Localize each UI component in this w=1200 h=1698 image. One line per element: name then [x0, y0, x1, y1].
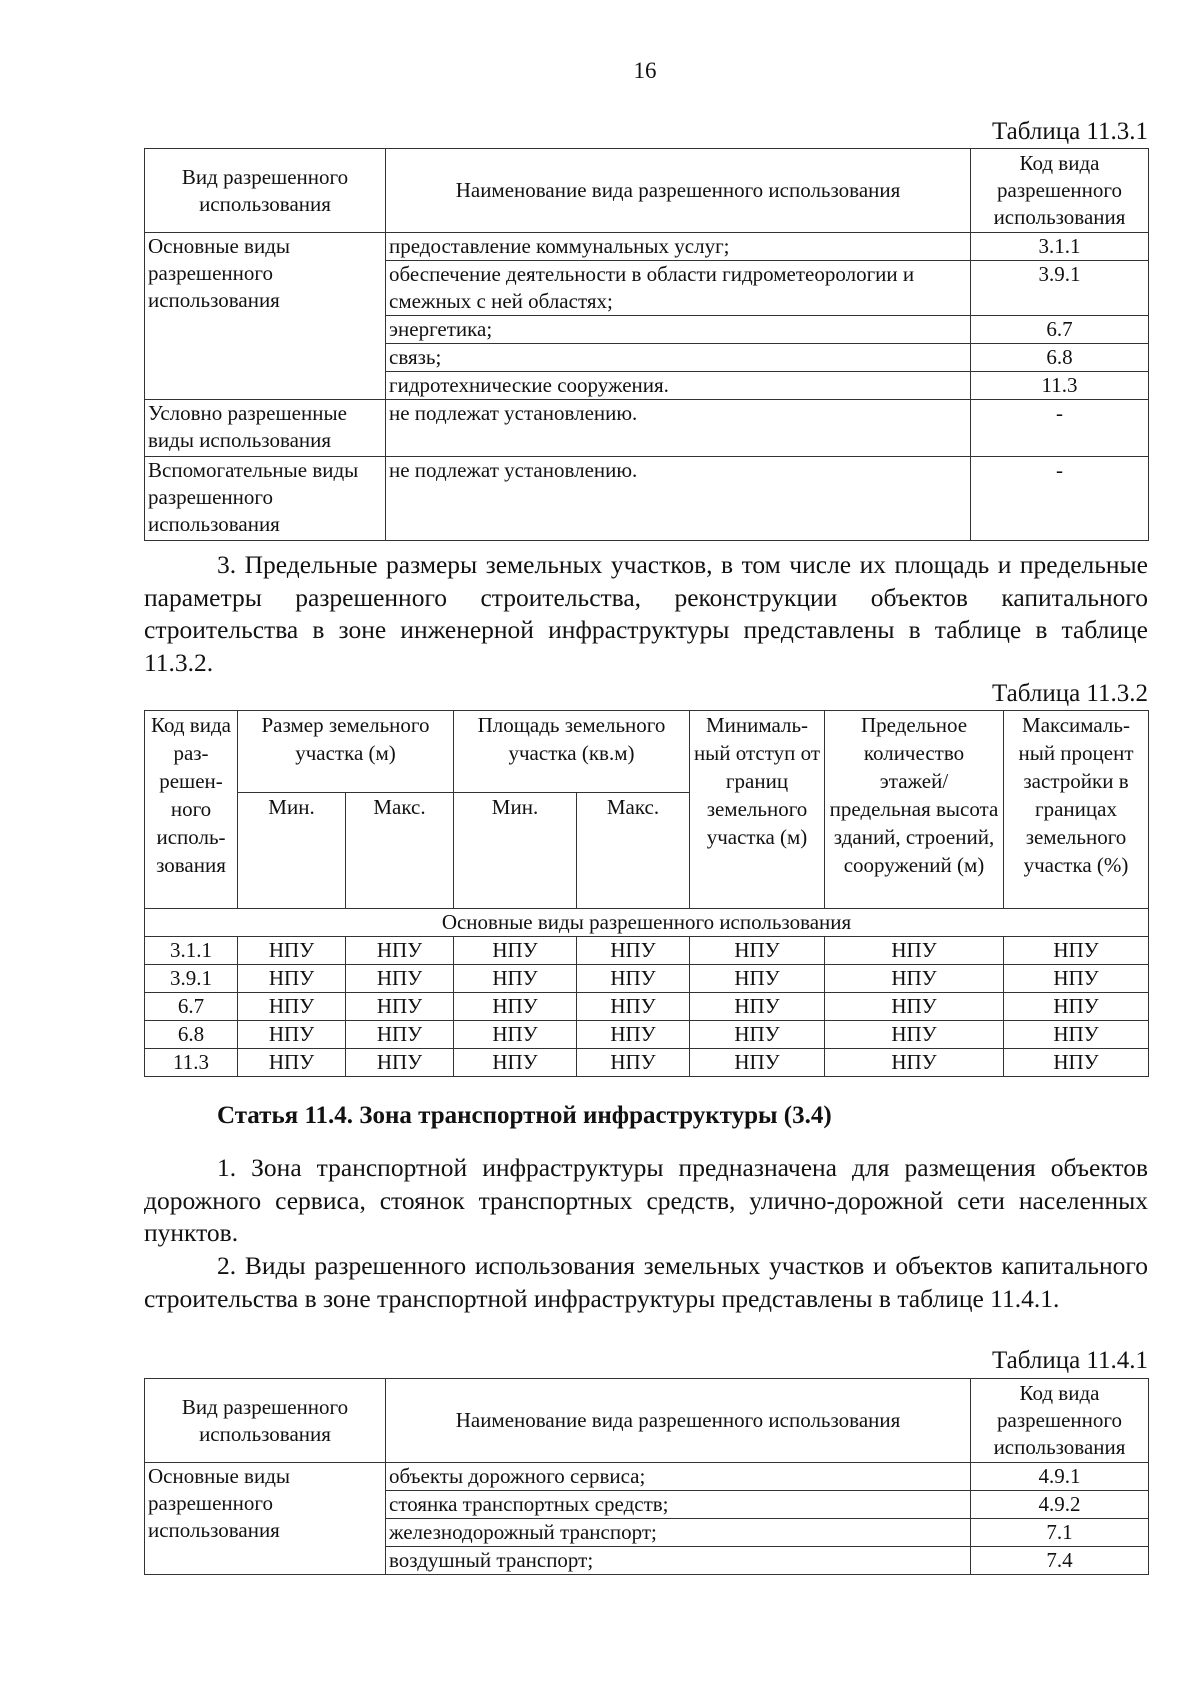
value-cell: НПУ: [825, 1049, 1004, 1077]
name-cell: энергетика;: [386, 316, 971, 344]
value-cell: НПУ: [346, 1021, 454, 1049]
value-cell: НПУ: [690, 937, 825, 965]
value-cell: НПУ: [1004, 1049, 1149, 1077]
code-cell: 3.9.1: [145, 965, 238, 993]
kind-cell: Вспомогательные виды разрешенного использования: [145, 457, 386, 541]
name-cell: железнодорожный транспорт;: [386, 1519, 971, 1547]
table-caption: Таблица 11.3.2: [992, 680, 1148, 707]
value-cell: НПУ: [577, 937, 690, 965]
code-cell: 3.9.1: [971, 261, 1149, 316]
value-cell: НПУ: [238, 965, 346, 993]
header-floors: Предельное количество этажей/ предельная высота зданий, строений, сооружений (м): [825, 711, 1004, 909]
header-max-coverage: Максималь-ный процент застройки в границах земельного участка (%): [1004, 711, 1149, 909]
code-cell: 3.1.1: [971, 233, 1149, 261]
value-cell: НПУ: [825, 993, 1004, 1021]
name-cell: связь;: [386, 344, 971, 372]
table-row: [145, 937, 1149, 965]
table-body: [145, 937, 1149, 1077]
value-cell: НПУ: [690, 1021, 825, 1049]
name-cell: не подлежат установлению.: [386, 457, 971, 541]
header-code: Код вида разрешенного использования: [971, 149, 1149, 233]
header-code: Код вида раз-решен-ного исполь-зования: [145, 711, 238, 909]
header-max: Макс.: [346, 793, 454, 909]
header-plot-area: Площадь земельного участка (кв.м): [454, 711, 690, 793]
value-cell: НПУ: [454, 965, 577, 993]
value-cell: НПУ: [238, 1021, 346, 1049]
page-number: 16: [633, 58, 657, 83]
value-cell: НПУ: [1004, 965, 1149, 993]
paragraph-3: 3. Предельные размеры земельных участков, в том числе их площадь и предельные параметры разрешенного строительства, реконструкции объектов капитального строительства в зоне инженерной инфраструктуры представлены в таблице в таблице 11.3.2.: [144, 550, 1148, 677]
value-cell: НПУ: [346, 993, 454, 1021]
value-cell: НПУ: [238, 993, 346, 1021]
value-cell: НПУ: [825, 1021, 1004, 1049]
value-cell: НПУ: [577, 1049, 690, 1077]
code-cell: 6.7: [145, 993, 238, 1021]
header-name: Наименование вида разрешенного использования: [386, 149, 971, 233]
table-caption: Таблица 11.3.1: [992, 118, 1148, 145]
table-row: [145, 965, 1149, 993]
value-cell: НПУ: [454, 937, 577, 965]
value-cell: НПУ: [690, 993, 825, 1021]
header-name: Наименование вида разрешенного использования: [386, 1379, 971, 1463]
name-cell: предоставление коммунальных услуг;: [386, 233, 971, 261]
table-11-4-1: [144, 1378, 1149, 1575]
header-min: Мин.: [238, 793, 346, 909]
kind-cell: Основные виды разрешенного использования: [145, 233, 386, 400]
table-11-3-2: [144, 710, 1149, 1077]
table-11-3-1: [144, 148, 1149, 541]
code-cell: 6.8: [971, 344, 1149, 372]
name-cell: воздушный транспорт;: [386, 1547, 971, 1575]
value-cell: НПУ: [690, 1049, 825, 1077]
value-cell: НПУ: [1004, 1021, 1149, 1049]
code-cell: -: [971, 400, 1149, 457]
value-cell: НПУ: [825, 937, 1004, 965]
name-cell: гидротехнические сооружения.: [386, 372, 971, 400]
kind-cell: Условно разрешенные виды использования: [145, 400, 386, 457]
value-cell: НПУ: [825, 965, 1004, 993]
value-cell: НПУ: [577, 965, 690, 993]
value-cell: НПУ: [454, 1021, 577, 1049]
code-cell: 4.9.2: [971, 1491, 1149, 1519]
table-row: [145, 1049, 1149, 1077]
name-cell: не подлежат установлению.: [386, 400, 971, 457]
paragraph-2: 2. Виды разрешенного использования земельных участков и объектов капитального строительства в зоне транспортной инфраструктуры представлены в таблице 11.4.1.: [144, 1251, 1148, 1313]
name-cell: объекты дорожного сервиса;: [386, 1463, 971, 1491]
section-label: Основные виды разрешенного использования: [145, 909, 1149, 937]
value-cell: НПУ: [454, 1049, 577, 1077]
article-heading: Статья 11.4. Зона транспортной инфраструктуры (3.4): [217, 1102, 832, 1129]
code-cell: -: [971, 457, 1149, 541]
value-cell: НПУ: [454, 993, 577, 1021]
code-cell: 7.1: [971, 1519, 1149, 1547]
code-cell: 6.8: [145, 1021, 238, 1049]
table-caption: Таблица 11.4.1: [992, 1347, 1148, 1374]
header-max: Макс.: [577, 793, 690, 909]
value-cell: НПУ: [238, 1049, 346, 1077]
value-cell: НПУ: [577, 993, 690, 1021]
code-cell: 7.4: [971, 1547, 1149, 1575]
code-cell: 11.3: [145, 1049, 238, 1077]
value-cell: НПУ: [238, 937, 346, 965]
value-cell: НПУ: [346, 1049, 454, 1077]
header-code: Код вида разрешенного использования: [971, 1379, 1149, 1463]
value-cell: НПУ: [346, 965, 454, 993]
value-cell: НПУ: [346, 937, 454, 965]
value-cell: НПУ: [1004, 937, 1149, 965]
name-cell: обеспечение деятельности в области гидрометеорологии и смежных с ней областях;: [386, 261, 971, 316]
value-cell: НПУ: [1004, 993, 1149, 1021]
code-cell: 6.7: [971, 316, 1149, 344]
paragraph-1: 1. Зона транспортной инфраструктуры предназначена для размещения объектов дорожного сервиса, стоянок транспортных средств, улично-дорожной сети населенных пунктов.: [144, 1153, 1148, 1247]
header-plot-size: Размер земельного участка (м): [238, 711, 454, 793]
header-kind: Вид разрешенного использования: [145, 149, 386, 233]
value-cell: НПУ: [690, 965, 825, 993]
table-row: [145, 1021, 1149, 1049]
name-cell: стоянка транспортных средств;: [386, 1491, 971, 1519]
code-cell: 3.1.1: [145, 937, 238, 965]
table-row: [145, 993, 1149, 1021]
code-cell: 11.3: [971, 372, 1149, 400]
header-min: Мин.: [454, 793, 577, 909]
header-min-setback: Минималь-ный отступ от границ земельного участка (м): [690, 711, 825, 909]
kind-cell: Основные виды разрешенного использования: [145, 1463, 386, 1575]
value-cell: НПУ: [577, 1021, 690, 1049]
code-cell: 4.9.1: [971, 1463, 1149, 1491]
header-kind: Вид разрешенного использования: [145, 1379, 386, 1463]
